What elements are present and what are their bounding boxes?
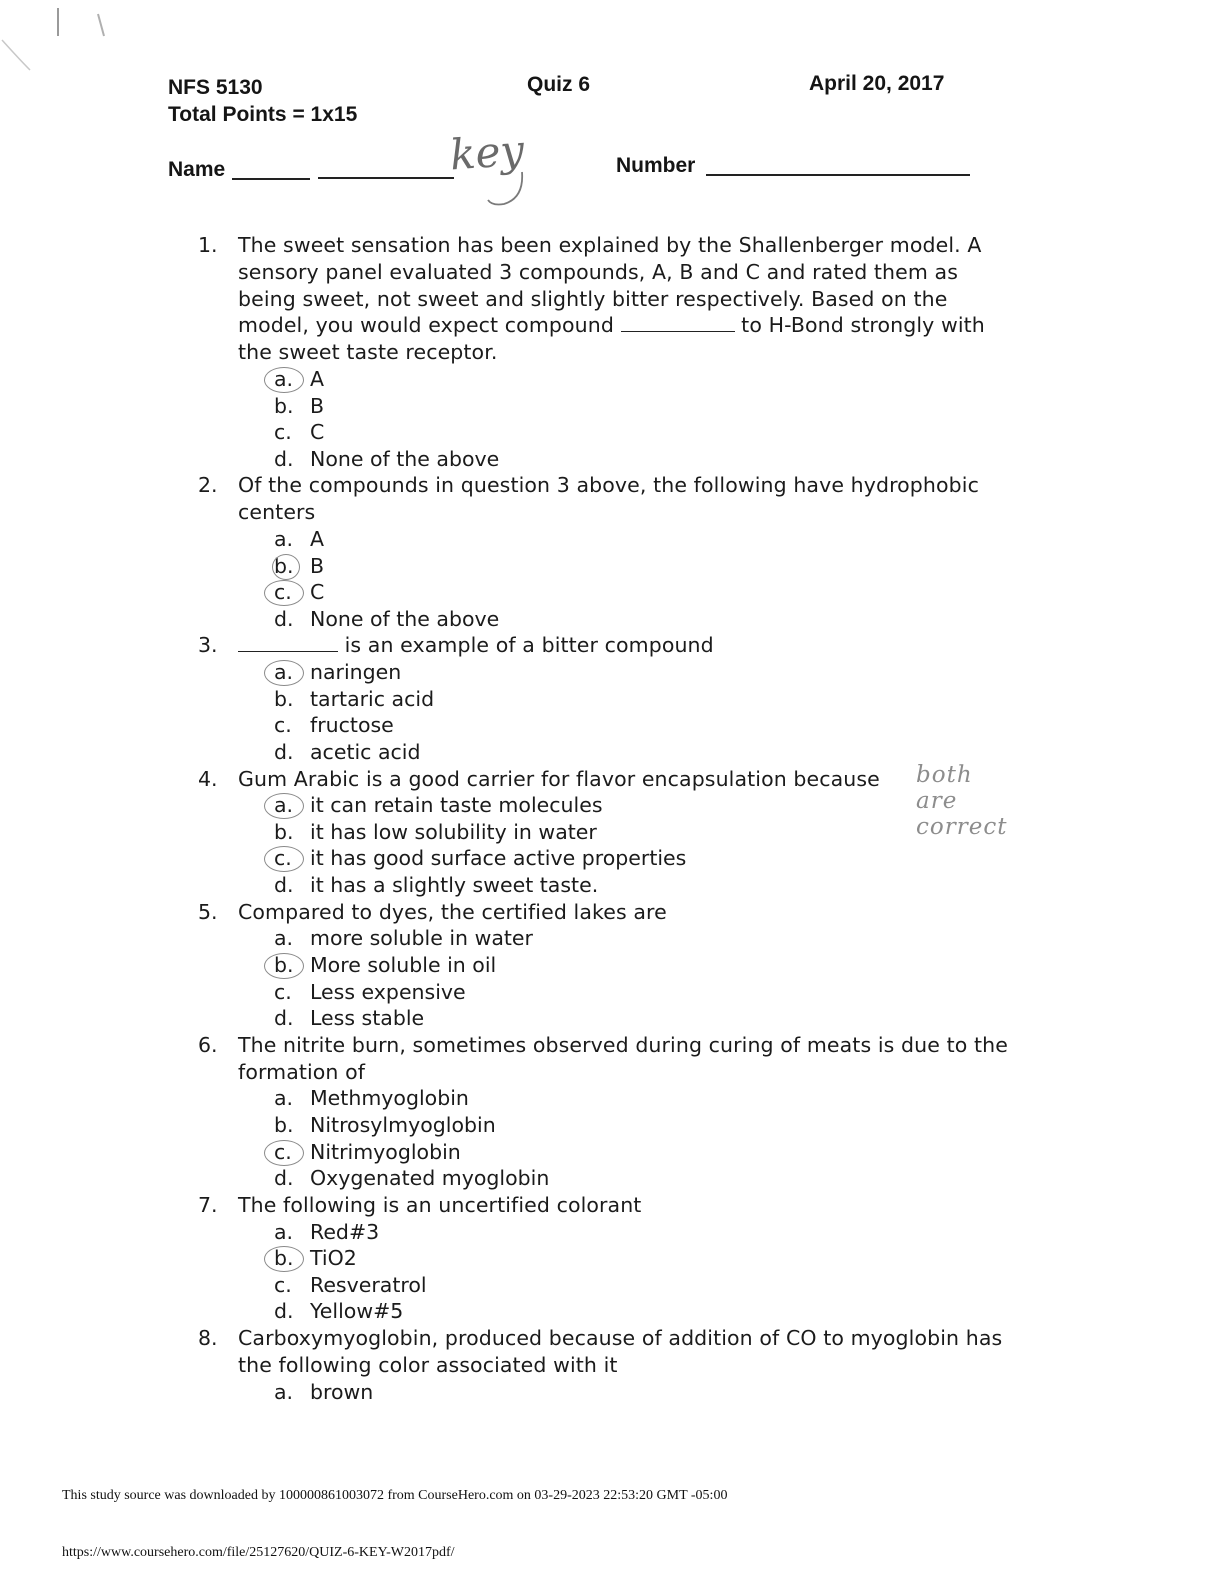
course-code: NFS 5130 [168, 76, 263, 99]
options [198, 1085, 1018, 1191]
option-a: a. Red#3 [274, 1219, 380, 1244]
question-8 [198, 1325, 1018, 1405]
key-handwritten: key [448, 125, 526, 180]
number-label: Number [616, 154, 696, 177]
option-b: b. Nitrosylmyoglobin [274, 1113, 496, 1138]
option-a: a. A [274, 366, 1018, 393]
number-line [706, 174, 970, 176]
answer-blank [621, 313, 735, 332]
option-b: b. it has low solubility in water [274, 819, 597, 844]
option-b: b. B [274, 393, 325, 418]
option-d: d. Oxygenated myoglobin [274, 1166, 550, 1191]
question-6 [198, 1032, 1018, 1192]
question-4 [198, 761, 1018, 899]
handwritten-note: both are correct [916, 761, 1008, 840]
question-1 [198, 232, 1018, 472]
question-text: Of the compounds in question 3 above, the following have hydrophobic centers [238, 473, 979, 525]
answer-circle [272, 554, 300, 580]
source-url-link[interactable]: https://www.coursehero.com/file/25127620/QUIZ-6-KEY-W2017pdf/ [62, 1545, 455, 1560]
question-text: Compared to dyes, the certified lakes are [238, 899, 667, 924]
option-a: a. more soluble in water [274, 926, 533, 951]
question-2 [198, 472, 1018, 632]
question-number: 5. [198, 899, 218, 924]
option-d: d. None of the above [274, 446, 500, 471]
option-d: d. None of the above [274, 606, 500, 631]
options [198, 1219, 1018, 1325]
question-number: 4. [198, 766, 218, 791]
question-5 [198, 899, 1018, 1032]
question-number: 2. [198, 473, 218, 498]
scan-artifact [0, 0, 130, 80]
name-line [318, 177, 454, 179]
key-handwritten-tail [482, 168, 542, 218]
question-number: 3. [198, 633, 218, 658]
question-text: Gum Arabic is a good carrier for flavor encapsulation because [238, 766, 880, 791]
quiz-title: Quiz 6 [527, 73, 591, 96]
option-c: c. Resveratrol [274, 1272, 427, 1297]
options [198, 366, 1018, 472]
name-label: Name [168, 158, 226, 181]
option-a: a. naringen [274, 659, 1018, 686]
answer-circle [264, 660, 304, 686]
options [198, 1379, 1018, 1406]
option-b: b. TiO2 [274, 1245, 1018, 1272]
option-c: c. C [274, 420, 325, 445]
question-text: The sweet sensation has been explained by the Shallenberger model. A sensory panel evaluated 3 compounds, A, B and C and rated them as being sweet, not sweet and slightly bitter respectively. Based on the model, you would expect compound to H-Bond strongly with the sweet taste receptor. [238, 233, 985, 365]
question-text: The nitrite burn, sometimes observed during curing of meats is due to the formation of [238, 1032, 1008, 1084]
question-text: The following is an uncertified colorant [238, 1192, 642, 1217]
option-c: c. it has good surface active properties [274, 845, 1018, 872]
options [198, 792, 1018, 898]
question-number: 7. [198, 1192, 218, 1217]
option-b: b. More soluble in oil [274, 952, 1018, 979]
question-text: Carboxymyoglobin, produced because of addition of CO to myoglobin has the following color associated with it [238, 1325, 1003, 1377]
option-d: d. it has a slightly sweet taste. [274, 873, 599, 898]
answer-circle [264, 580, 304, 606]
name-line-short [232, 178, 310, 180]
question-number: 1. [198, 233, 218, 257]
option-d: d. Less stable [274, 1006, 425, 1031]
question-number: 8. [198, 1325, 218, 1350]
answer-blank [238, 633, 338, 652]
question-3 [198, 632, 1018, 765]
answer-circle [264, 953, 304, 979]
options [198, 659, 1018, 765]
option-c: c. C [274, 579, 1018, 606]
question-list [198, 232, 1018, 1405]
options [198, 925, 1018, 1031]
question-text: is an example of a bitter compound [238, 632, 1018, 659]
option-d: d. acetic acid [274, 739, 421, 764]
option-c: c. Nitrimyoglobin [274, 1139, 1018, 1166]
total-points: Total Points = 1x15 [168, 103, 358, 126]
option-c: c. Less expensive [274, 979, 466, 1004]
download-notice: This study source was downloaded by 100000861003072 from CourseHero.com on 03-29-2023 22:53:20 GMT -05:00 [62, 1488, 728, 1503]
option-b: b. tartaric acid [274, 686, 435, 711]
options [198, 526, 1018, 632]
option-d: d. Yellow#5 [274, 1299, 404, 1324]
option-a: a. it can retain taste molecules [274, 792, 1018, 819]
answer-circle [264, 1140, 304, 1166]
option-a: a. Methmyoglobin [274, 1086, 469, 1111]
option-a: a. A [274, 526, 325, 551]
option-a: a. brown [274, 1379, 374, 1404]
answer-circle [264, 367, 304, 393]
question-7 [198, 1192, 1018, 1325]
option-b: b. B [274, 553, 325, 578]
option-c: c. fructose [274, 713, 394, 738]
question-number: 6. [198, 1032, 218, 1057]
quiz-date: April 20, 2017 [809, 72, 945, 95]
